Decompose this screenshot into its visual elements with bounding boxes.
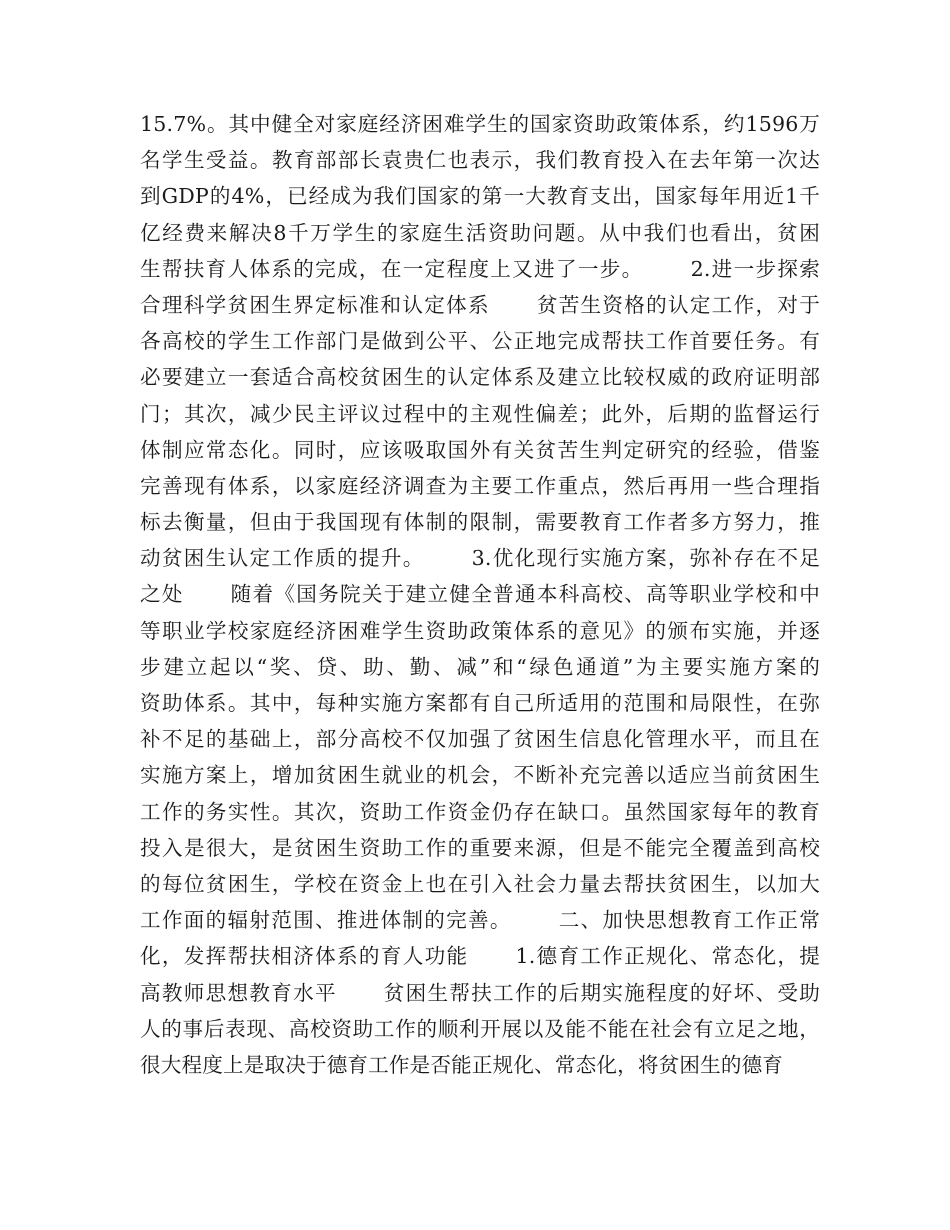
text-line: 化，发挥帮扶相济体系的育人功能 1.德育工作正规化、常态化，提 — [140, 944, 820, 969]
text-line: 实施方案上，增加贫困生就业的机会，不断补充完善以适应当前贫困生 — [140, 763, 820, 788]
text-line: 人的事后表现、高校资助工作的顺利开展以及能不能在社会有立足之地， — [140, 1016, 820, 1041]
text-line: 工作面的辐射范围、推进体制的完善。 二、加快思想教育工作正常 — [140, 908, 820, 933]
text-line: 等职业学校家庭经济困难学生资助政策体系的意见》的颁布实施，并逐 — [140, 618, 820, 643]
text-line: 体制应常态化。同时，应该吸取国外有关贫苦生判定研究的经验，借鉴 — [140, 437, 820, 462]
text-line: 动贫困生认定工作质的提升。 3.优化现行实施方案，弥补存在不足 — [140, 546, 820, 571]
text-line: 工作的务实性。其次，资助工作资金仍存在缺口。虽然国家每年的教育 — [140, 799, 820, 824]
text-line: 必要建立一套适合高校贫困生的认定体系及建立比较权威的政府证明部 — [140, 365, 820, 390]
text-line: 补不足的基础上，部分高校不仅加强了贫困生信息化管理水平，而且在 — [140, 727, 820, 752]
text-line: 到GDP的4%，已经成为我们国家的第一大教育支出，国家每年用近1千 — [140, 184, 820, 209]
text-line: 15.7%。其中健全对家庭经济困难学生的国家资助政策体系，约1596万 — [140, 112, 820, 136]
body-text — [140, 106, 820, 1083]
text-line: 标去衡量，但由于我国现有体制的限制，需要教育工作者多方努力，推 — [140, 510, 820, 535]
text-line: 的每位贫困生，学校在资金上也在引入社会力量去帮扶贫困生，以加大 — [140, 871, 820, 896]
text-line: 门；其次，减少民主评议过程中的主观性偏差；此外，后期的监督运行 — [140, 401, 820, 426]
text-line: 高教师思想教育水平 贫困生帮扶工作的后期实施程度的好坏、受助 — [140, 980, 820, 1005]
text-line: 资助体系。其中，每种实施方案都有自己所适用的范围和局限性，在弥 — [140, 691, 820, 715]
text-line: 步建立起以“奖、贷、助、勤、减”和“绿色通道”为主要实施方案的 — [140, 654, 820, 679]
text-line: 完善现有体系，以家庭经济调查为主要工作重点，然后再用一些合理指 — [140, 473, 820, 498]
text-line: 投入是很大，是贫困生资助工作的重要来源，但是不能完全覆盖到高校 — [140, 835, 820, 860]
text-line: 名学生受益。教育部部长袁贵仁也表示，我们教育投入在去年第一次达 — [140, 148, 820, 173]
text-line: 生帮扶育人体系的完成，在一定程度上又进了一步。 2.进一步探索 — [140, 256, 820, 281]
text-line: 亿经费来解决8千万学生的家庭生活资助问题。从中我们也看出，贫困 — [140, 220, 820, 245]
text-line: 很大程度上是取决于德育工作是否能正规化、常态化，将贫困生的德育 — [140, 1052, 784, 1077]
text-line: 各高校的学生工作部门是做到公平、公正地完成帮扶工作首要任务。有 — [140, 329, 820, 354]
text-line: 合理科学贫困生界定标准和认定体系 贫苦生资格的认定工作，对于 — [140, 292, 820, 317]
text-line: 之处 随着《国务院关于建立健全普通本科高校、高等职业学校和中 — [140, 582, 820, 607]
